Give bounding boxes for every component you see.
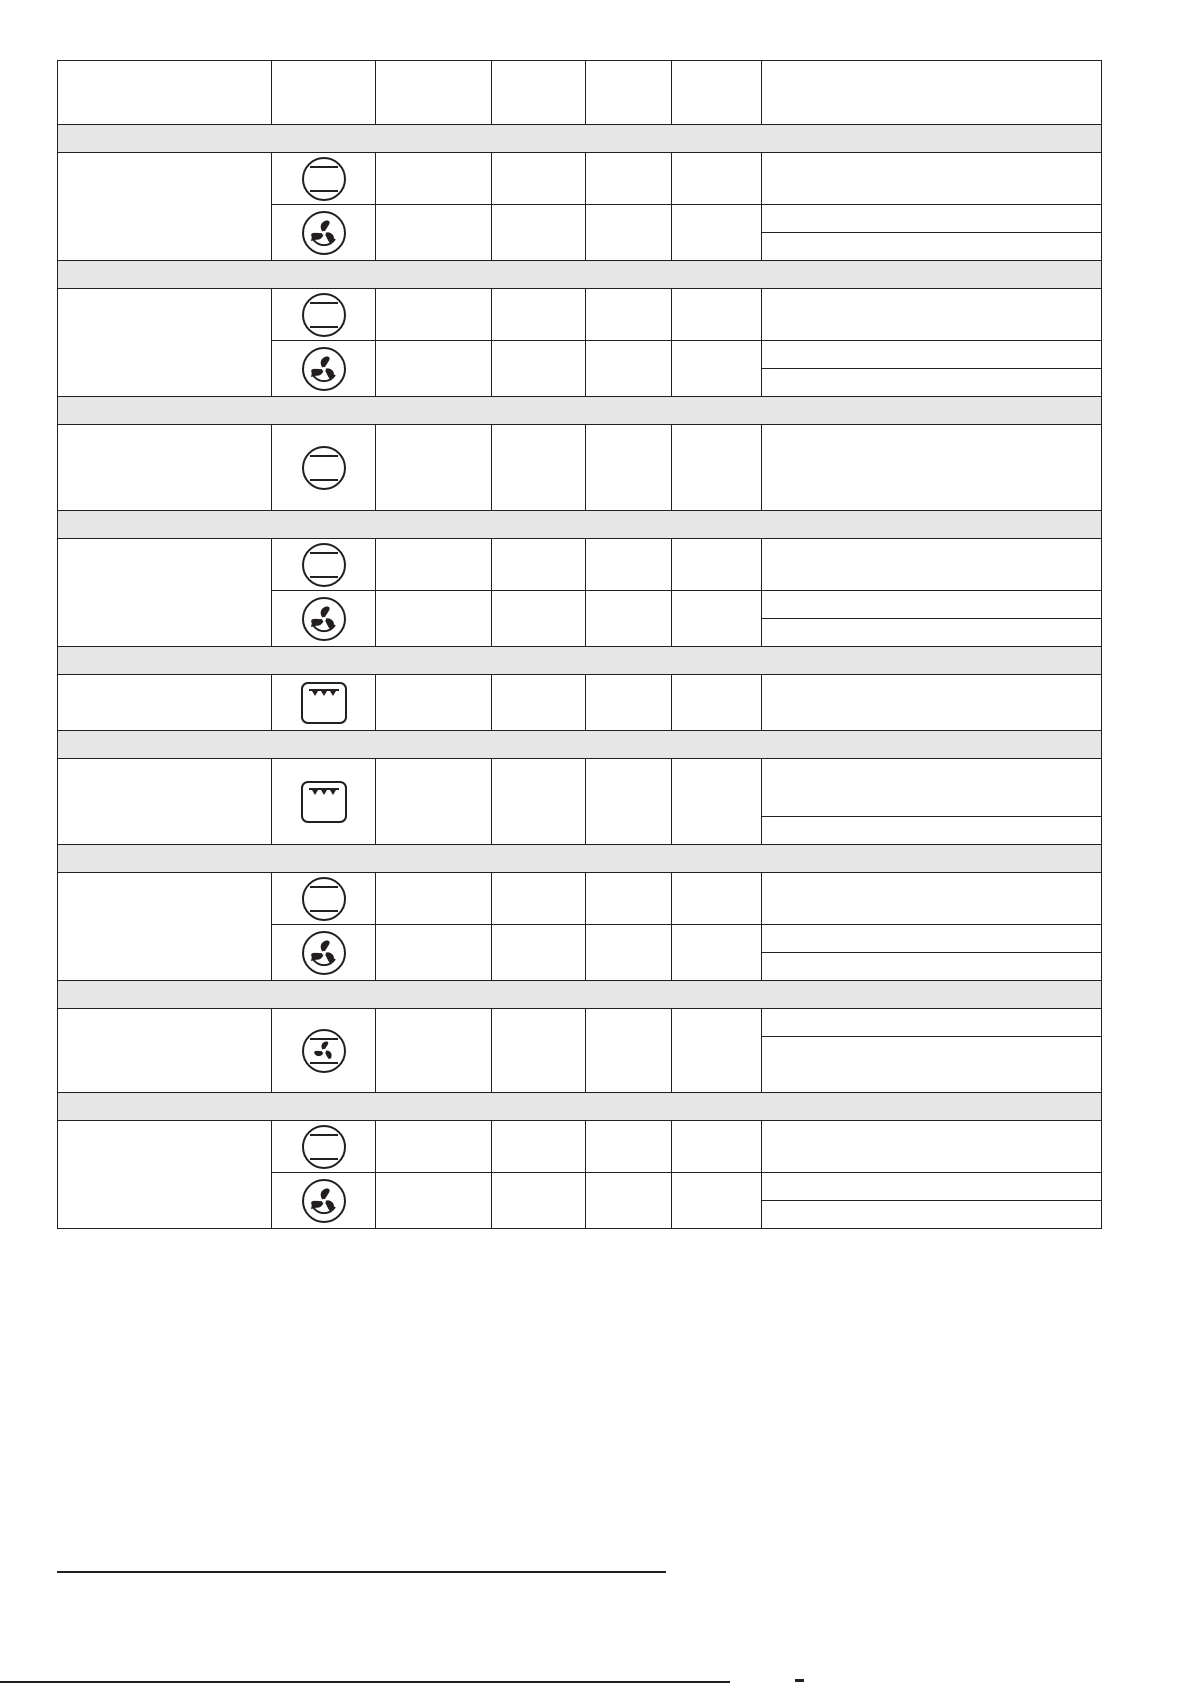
mode-icon-cell	[272, 1009, 376, 1093]
grill-icon	[299, 678, 349, 728]
mode-icon-cell	[272, 591, 376, 647]
value-cell-col6	[672, 759, 762, 845]
notes-cell	[762, 591, 1102, 619]
dish-label	[58, 675, 272, 731]
value-cell-col6	[672, 591, 762, 647]
value-cell-col5	[586, 341, 672, 397]
header-cell-5	[586, 61, 672, 125]
header-cell-7	[762, 61, 1102, 125]
mode-icon-cell	[272, 425, 376, 511]
notes-cell	[762, 1121, 1102, 1173]
notes-cell	[762, 953, 1102, 981]
mode-icon-cell	[272, 289, 376, 341]
grill-icon	[299, 777, 349, 827]
value-cell-col5	[586, 153, 672, 205]
section-row	[58, 261, 1102, 289]
value-cell-col4	[492, 925, 586, 981]
bottom-edge-rule	[0, 1681, 730, 1683]
section-title	[58, 261, 1102, 289]
notes-cell	[762, 341, 1102, 369]
notes-cell	[762, 289, 1102, 341]
mode-icon-cell	[272, 539, 376, 591]
value-cell-col3	[376, 539, 492, 591]
section-title	[58, 511, 1102, 539]
value-cell-col5	[586, 289, 672, 341]
table-row	[58, 425, 1102, 511]
value-cell-col6	[672, 289, 762, 341]
value-cell-col6	[672, 1121, 762, 1173]
value-cell-col3	[376, 873, 492, 925]
notes-cell	[762, 153, 1102, 205]
section-row	[58, 1093, 1102, 1121]
value-cell-col5	[586, 539, 672, 591]
value-cell-col6	[672, 341, 762, 397]
dish-label	[58, 153, 272, 261]
value-cell-col6	[672, 539, 762, 591]
notes-cell	[762, 759, 1102, 817]
dish-label	[58, 1121, 272, 1229]
notes-cell	[762, 1037, 1102, 1093]
dish-label	[58, 873, 272, 981]
notes-cell	[762, 1009, 1102, 1037]
notes-cell	[762, 1201, 1102, 1229]
value-cell-col6	[672, 425, 762, 511]
cooking-table	[57, 60, 1102, 1229]
table-row	[58, 1121, 1102, 1173]
section-row	[58, 647, 1102, 675]
header-cell-4	[492, 61, 586, 125]
header-cell-1	[58, 61, 272, 125]
value-cell-col5	[586, 1173, 672, 1229]
value-cell-col4	[492, 1009, 586, 1093]
value-cell-col4	[492, 425, 586, 511]
notes-cell	[762, 369, 1102, 397]
notes-cell	[762, 619, 1102, 647]
notes-cell	[762, 675, 1102, 731]
mode-icon-cell	[272, 1173, 376, 1229]
section-row	[58, 981, 1102, 1009]
section-title	[58, 397, 1102, 425]
notes-cell	[762, 817, 1102, 845]
top-bottom-heat-icon	[299, 154, 349, 204]
top-bottom-heat-icon	[299, 443, 349, 493]
section-row	[58, 511, 1102, 539]
section-row	[58, 731, 1102, 759]
table-row	[58, 873, 1102, 925]
dish-label	[58, 425, 272, 511]
value-cell-col6	[672, 675, 762, 731]
value-cell-col4	[492, 205, 586, 261]
section-row	[58, 125, 1102, 153]
mode-icon-cell	[272, 1121, 376, 1173]
value-cell-col5	[586, 591, 672, 647]
value-cell-col3	[376, 925, 492, 981]
value-cell-col4	[492, 539, 586, 591]
value-cell-col5	[586, 873, 672, 925]
mode-icon-cell	[272, 153, 376, 205]
value-cell-col6	[672, 205, 762, 261]
oven-settings-table	[57, 60, 1102, 1229]
notes-cell	[762, 1173, 1102, 1201]
dish-label	[58, 539, 272, 647]
value-cell-col3	[376, 205, 492, 261]
fan-with-heat-bars-icon	[299, 1026, 349, 1076]
value-cell-col4	[492, 675, 586, 731]
header-cell-3	[376, 61, 492, 125]
value-cell-col4	[492, 153, 586, 205]
value-cell-col4	[492, 1121, 586, 1173]
table-row	[58, 1009, 1102, 1037]
section-row	[58, 397, 1102, 425]
value-cell-col3	[376, 1121, 492, 1173]
dish-label	[58, 759, 272, 845]
corner-mark	[795, 1679, 804, 1682]
footer-rule	[57, 1571, 666, 1573]
value-cell-col3	[376, 153, 492, 205]
value-cell-col5	[586, 1009, 672, 1093]
value-cell-col6	[672, 873, 762, 925]
table-row	[58, 289, 1102, 341]
hot-air-fan-ring-icon	[299, 928, 349, 978]
mode-icon-cell	[272, 205, 376, 261]
notes-cell	[762, 539, 1102, 591]
value-cell-col3	[376, 341, 492, 397]
value-cell-col5	[586, 205, 672, 261]
notes-cell	[762, 873, 1102, 925]
section-title	[58, 647, 1102, 675]
top-bottom-heat-icon	[299, 1122, 349, 1172]
mode-icon-cell	[272, 759, 376, 845]
value-cell-col5	[586, 759, 672, 845]
top-bottom-heat-icon	[299, 540, 349, 590]
value-cell-col3	[376, 759, 492, 845]
hot-air-fan-ring-icon	[299, 594, 349, 644]
top-bottom-heat-icon	[299, 290, 349, 340]
section-title	[58, 981, 1102, 1009]
dish-label	[58, 289, 272, 397]
section-title	[58, 125, 1102, 153]
value-cell-col3	[376, 289, 492, 341]
value-cell-col6	[672, 925, 762, 981]
value-cell-col3	[376, 1173, 492, 1229]
value-cell-col3	[376, 1009, 492, 1093]
table-row	[58, 539, 1102, 591]
section-title	[58, 1093, 1102, 1121]
value-cell-col4	[492, 873, 586, 925]
table-row	[58, 759, 1102, 817]
header-row	[58, 61, 1102, 125]
value-cell-col6	[672, 153, 762, 205]
table-row	[58, 675, 1102, 731]
notes-cell	[762, 205, 1102, 233]
notes-cell	[762, 233, 1102, 261]
value-cell-col6	[672, 1009, 762, 1093]
table-row	[58, 153, 1102, 205]
value-cell-col5	[586, 425, 672, 511]
value-cell-col5	[586, 675, 672, 731]
mode-icon-cell	[272, 873, 376, 925]
hot-air-fan-ring-icon	[299, 344, 349, 394]
section-title	[58, 731, 1102, 759]
notes-cell	[762, 925, 1102, 953]
value-cell-col3	[376, 675, 492, 731]
value-cell-col5	[586, 1121, 672, 1173]
value-cell-col4	[492, 591, 586, 647]
mode-icon-cell	[272, 675, 376, 731]
value-cell-col4	[492, 1173, 586, 1229]
value-cell-col3	[376, 591, 492, 647]
mode-icon-cell	[272, 341, 376, 397]
value-cell-col3	[376, 425, 492, 511]
notes-cell	[762, 425, 1102, 511]
hot-air-fan-ring-icon	[299, 208, 349, 258]
mode-icon-cell	[272, 925, 376, 981]
section-title	[58, 845, 1102, 873]
header-cell-6	[672, 61, 762, 125]
value-cell-col4	[492, 289, 586, 341]
section-row	[58, 845, 1102, 873]
value-cell-col5	[586, 925, 672, 981]
hot-air-fan-ring-icon	[299, 1176, 349, 1226]
dish-label	[58, 1009, 272, 1093]
value-cell-col4	[492, 341, 586, 397]
value-cell-col6	[672, 1173, 762, 1229]
top-bottom-heat-icon	[299, 874, 349, 924]
header-cell-2	[272, 61, 376, 125]
value-cell-col4	[492, 759, 586, 845]
